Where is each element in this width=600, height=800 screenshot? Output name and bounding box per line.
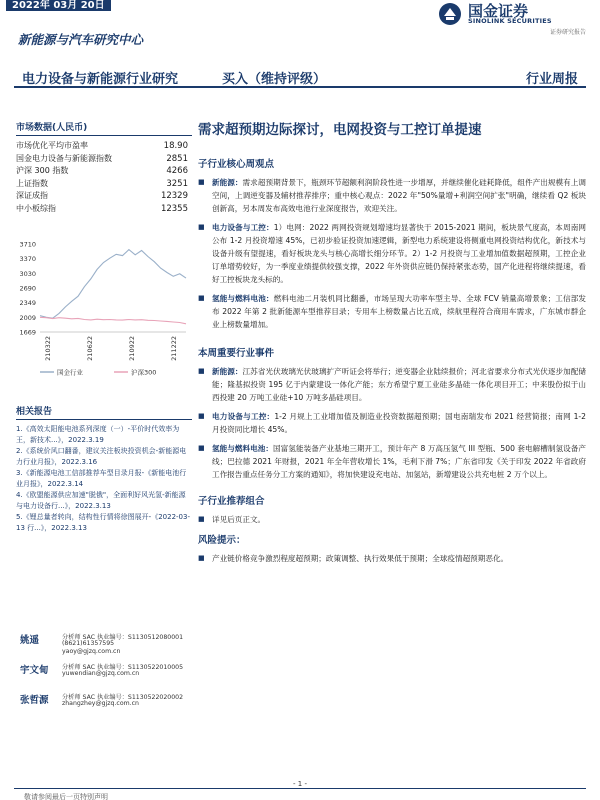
bullet-item [198,365,586,404]
analyst-block [16,692,192,716]
market-label: 沪深 300 指数 [16,166,69,175]
page-number: - 1 - [293,780,307,788]
y-tick-label: 3030 [19,269,36,278]
market-label: 上证指数 [16,178,48,188]
market-label: 市场优化平均市盈率 [16,141,88,150]
bullet-text: 需求超预期背景下，瓶颈环节超额利润阶段性进一步增厚，并继续催化硅耗降低，组件产出规模有上调空间，上调逆变器及辅材推荐排序；重中核心观点：2022 年"50%量增+利润空间扩张"明确，继续看 Q2 板块创新高，另本周发布高效电池行业深度报告，欢迎关注。 [212,178,587,213]
analyst-phone: (8621)61357595 [62,640,115,647]
bullet-text: 国富氢能装备产业基地三期开工，预计年产 8 万高压氢气 III 型瓶、500 套电解槽制氢设备产线；巴拉德 2021 年财报，2021 年全年营收增长 1%，毛利下滑 7%；广东省印发《关于印发 2022 年省政府工作报告重点任务分工方案的通知》，将加快建设充电站、加氢站，新增建设公共充电桩 2 万个以上。 [212,444,587,479]
analyst-cert: 分析师 SAC 执业编号：S1130512080001 [62,634,184,641]
related-reports [16,404,192,534]
market-data-title: 市场数据(人民币) [16,120,192,136]
bullet-text: 1）电网：2022 两网投资规划增速均显著快于 2015-2021 期间，板块景气度高，本周南网公布 1-2 月投资增速 45%，已初步验证投资加速逻辑，新型电力系统建设将侧重电网投资结构优化，新技术与设备升级有望提速，看好板块龙头与核心高增长细分环节。2）1-2 月投资与工业增加值数据超预期，工控企业订单增势较好，为一季度业绩提供较强支撑，2022 年外资供应链仍保持紧张态势，国产化进程将继续提速，看好工控板块龙头标的。 [212,223,586,284]
bullet-key: 新能源： [212,367,243,376]
bullet-item [198,221,586,286]
bullet-text: 江苏省光伏玻璃光伏玻璃扩产听证会将举行；逆变器企业陆续报价；河北省要求分布式光伏逐步加配储能；隆基拟投资 195 亿于内蒙建设一体化产能；东方希望宁夏工业硅多晶硅一体化项目开工；中来股份拟于山西投建 20 万吨工业硅+10 万吨多晶硅项目。 [212,367,587,402]
footer-divider [14,788,586,789]
series-line [40,250,186,319]
market-label: 中小板综指 [16,203,56,213]
market-value: 18.90 [163,141,188,151]
market-value: 2851 [166,153,188,164]
market-label: 国金电力设备与新能源指数 [16,153,112,163]
department-name: 新能源与汽车研究中心 [18,32,144,47]
analyst-name: 姚遥 [20,635,40,646]
main-content [198,118,586,571]
report-headline: 需求超预期边际探讨，电网投资与工控订单提速 [198,122,482,138]
market-row [16,203,192,216]
section-title: 本周重要行业事件 [198,348,275,359]
logo-name-cn: 国金证券 [468,2,529,20]
related-report-link[interactable]: 5.《锂总量者转向，结构性行情将徐图展开-《2022-03-13 行...》，2022.3.13 [16,513,190,532]
market-row [16,165,192,178]
bullet-item [198,292,586,331]
bullet-item [198,552,586,565]
analyst-block [16,662,192,686]
x-tick-label: 211222 [170,336,178,361]
y-tick-label: 3370 [19,255,36,264]
market-row [16,153,192,166]
analyst-name: 张哲源 [20,695,49,706]
analyst-email[interactable]: zhangzhey@gjzq.com.cn [62,700,139,707]
market-value: 12329 [160,191,188,201]
analyst-block [16,632,192,656]
market-row [16,190,192,203]
title-bar [14,64,586,88]
x-tick-label: 210622 [86,336,94,361]
market-data-panel [16,120,192,215]
market-value: 12355 [160,203,188,214]
rating-label: 买入（维持评级） [222,72,327,87]
x-tick-label: 210922 [128,336,136,361]
market-row [16,178,192,191]
y-tick-label: 2349 [19,299,36,308]
bullet-key: 氢能与燃料电池： [212,294,274,303]
bullet-text: 产业链价格竞争激烈程度超预期；政策调整、执行效果低于预期；全球疫情超预期恶化。 [212,554,509,563]
bullet-item [198,176,586,215]
logo-icon [438,2,462,26]
market-value: 4266 [166,166,188,176]
y-tick-label: 2009 [19,313,36,322]
analyst-cert: 分析师 SAC 执业编号：S1130522010005 [62,664,184,671]
index-chart [16,236,192,386]
analyst-cert: 分析师 SAC 执业编号：S1130522020002 [62,694,184,701]
y-tick-label: 3710 [19,240,36,249]
analyst-email[interactable]: yaoy@gjzq.com.cn [62,648,121,655]
footer-note: 敬请参阅最后一页特别声明 [24,793,108,800]
legend-label: 沪深300 [131,368,157,377]
related-report-link[interactable]: 1.《高效太阳能电池系列深度（一）-平价时代效率为王，新技术...》，2022.3.19 [16,425,180,444]
section-title: 风险提示： [198,535,246,546]
bullet-item [198,513,586,526]
analyst-email[interactable]: yuwendian@gjzq.com.cn [62,670,140,677]
section-title: 子行业推荐组合 [198,496,265,507]
report-type: 行业周报 [525,72,578,87]
market-value: 3251 [166,178,188,189]
bullet-text: 1-2 月规上工业增加值及制造业投资数据超预期；国电南瑞发布 2021 经营简报；南网 1-2 月投资同比增长 45%。 [212,412,586,434]
related-report-link[interactable]: 3.《新能源电池工信部推荐车型目录月报-《新能电池行业月报》，2022.3.14 [16,469,187,488]
section-title: 子行业核心周观点 [198,159,275,170]
market-row [16,140,192,153]
industry-title: 电力设备与新能源行业研究 [22,72,179,87]
bullet-text: 燃料电池二月装机同比翻番，市场呈现大功率车型主导、全球 FCV 销量高增景象；工信部发布 2022 年第 2 批新能源车型推荐目录；专用车上榜数量占比五成，续航里程符合商用车需求，广东城市群企业上榜数量增加。 [212,294,586,329]
index-chart-svg [16,236,192,386]
series-line [40,317,186,324]
related-report-link[interactable]: 2.《系统价风口翻番，建议关注板块投资机会-新能源电力行业月报》，2022.3.16 [16,447,187,466]
related-title: 相关报告 [16,404,192,420]
bullet-key: 氢能与燃料电池： [212,444,274,453]
bullet-key: 新能源： [212,178,243,187]
bullet-text: 详见后页正文。 [212,515,266,524]
x-tick-label: 210322 [44,336,52,361]
y-tick-label: 2690 [19,284,36,293]
bullet-item [198,410,586,436]
analyst-name: 宇文甸 [20,665,49,676]
bullet-item [198,442,586,481]
y-tick-label: 1669 [19,328,36,337]
logo-name-en: SINOLINK SECURITIES [468,17,552,25]
report-date: 2022年 03月 20日 [6,0,111,11]
legend-label: 国金行业 [57,368,83,377]
related-report-link[interactable]: 4.《欧盟能源供应加速"脱俄"，全面利好风光氢-新能源与电力设备行...》，2022.3.13 [16,491,186,510]
report-category: 证券研究报告 [549,29,586,36]
bullet-key: 电力设备与工控： [212,223,274,232]
market-label: 深证成指 [16,191,48,200]
bullet-key: 电力设备与工控： [212,412,275,421]
